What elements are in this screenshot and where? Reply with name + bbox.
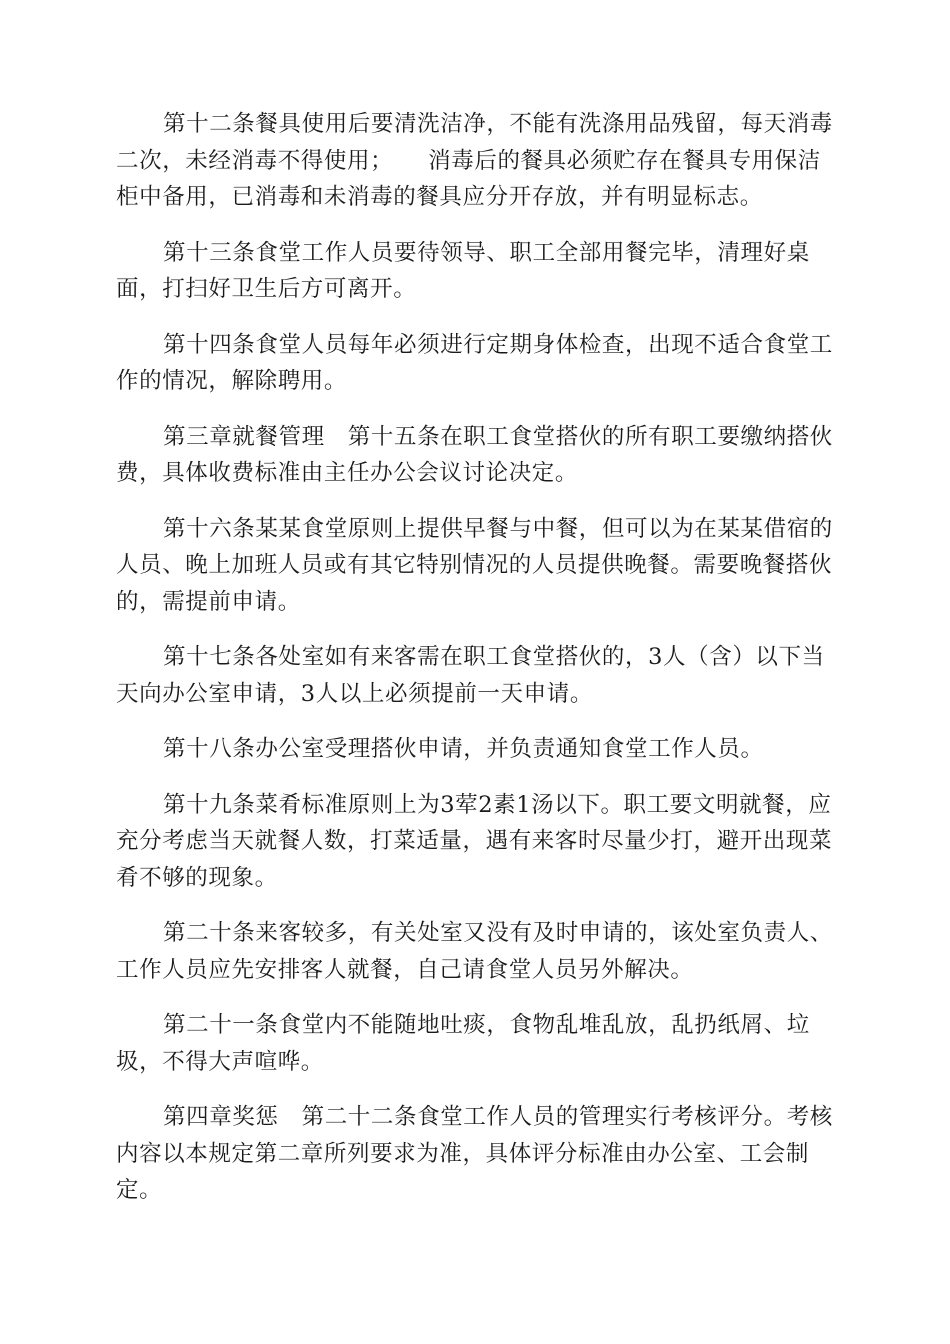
paragraph-article-16: 第十六条某某食堂原则上提供早餐与中餐，但可以为在某某借宿的人员、晚上加班人员或有其它特别情况的人员提供晚餐。需要晚餐搭伙的，需提前申请。 xyxy=(116,515,833,615)
paragraph-article-14: 第十四条食堂人员每年必须进行定期身体检查，出现不适合食堂工作的情况，解除聘用。 xyxy=(116,331,833,394)
paragraph-article-12: 第十二条餐具使用后要清洗洁净，不能有洗涤用品残留，每天消毒二次，未经消毒不得使用； 消毒后的餐具必须贮存在餐具专用保洁柜中备用，已消毒和未消毒的餐具应分开存放，并有明显标志。 xyxy=(116,111,833,210)
paragraph-article-18: 第十八条办公室受理搭伙申请，并负责通知食堂工作人员。 xyxy=(163,736,764,762)
paragraph-article-21: 第二十一条食堂内不能随地吐痰，食物乱堆乱放，乱扔纸屑、垃圾，不得大声喧哗。 xyxy=(116,1012,810,1075)
paragraph-article-13: 第十三条食堂工作人员要待领导、职工全部用餐完毕，清理好桌面，打扫好卫生后方可离开。 xyxy=(116,239,810,302)
paragraph-article-19: 第十九条菜肴标准原则上为3荤2素1汤以下。职工要文明就餐，应充分考虑当天就餐人数，打菜适量，遇有来客时尽量少打，避开出现菜肴不够的现象。 xyxy=(116,791,833,891)
paragraph-chapter-4-article-22: 第四章奖惩 第二十二条食堂工作人员的管理实行考核评分。考核内容以本规定第二章所列要求为准，具体评分标准由办公室、工会制定。 xyxy=(116,1104,833,1203)
paragraph-article-20: 第二十条来客较多，有关处室又没有及时申请的，该处室负责人、工作人员应先安排客人就餐，自己请食堂人员另外解决。 xyxy=(116,920,833,983)
document-body xyxy=(116,106,834,1228)
paragraph-article-17: 第十七条各处室如有来客需在职工食堂搭伙的，3人（含）以下当天向办公室申请，3人以上必须提前一天申请。 xyxy=(116,644,825,707)
paragraph-chapter-3-article-15: 第三章就餐管理 第十五条在职工食堂搭伙的所有职工要缴纳搭伙费，具体收费标准由主任办公会议讨论决定。 xyxy=(116,423,833,486)
